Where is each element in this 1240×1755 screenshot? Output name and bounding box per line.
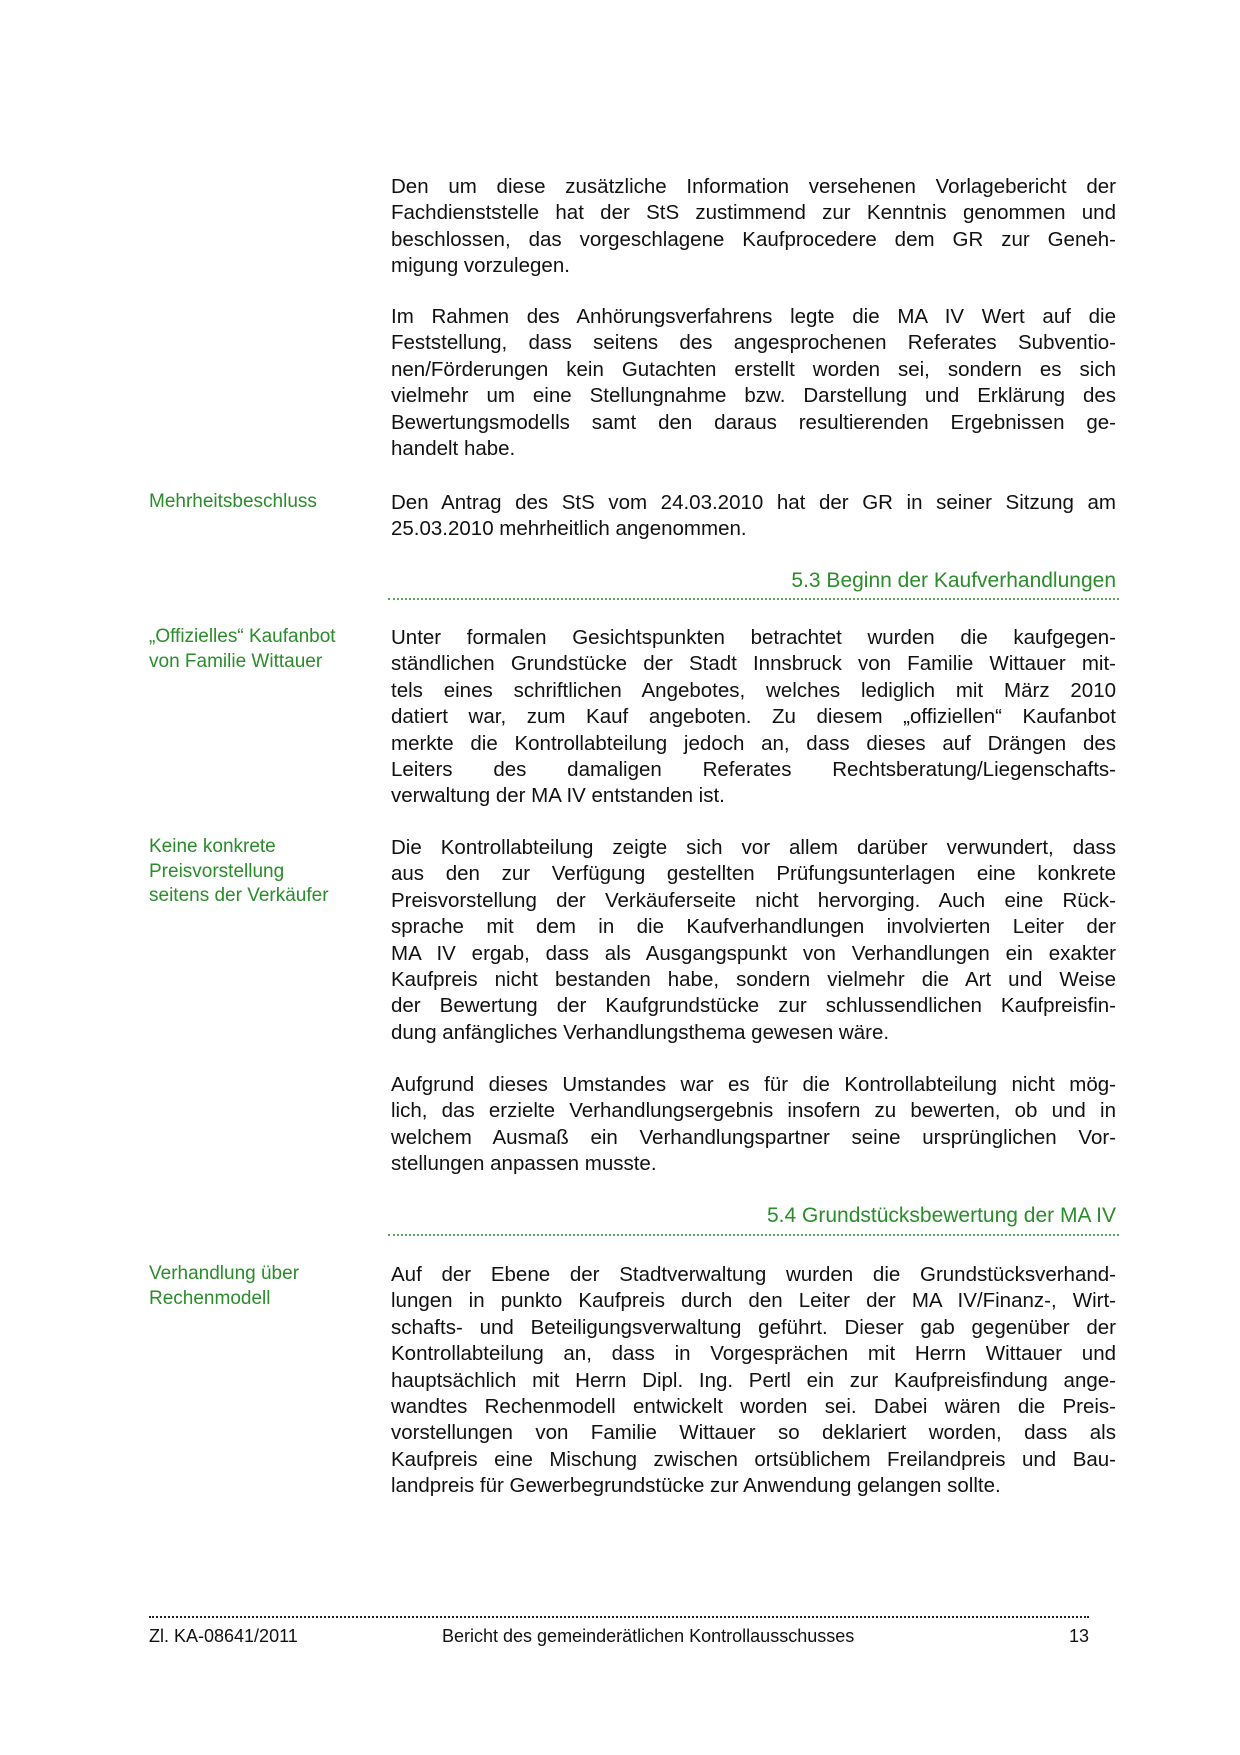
text-line: ständlichen Grundstücke der Stadt Innsbruck von Familie Wittauer mit- bbox=[391, 652, 1116, 676]
text-line: Kontrollabteilung an, dass in Vorgesprächen mit Herrn Wittauer und bbox=[391, 1342, 1116, 1366]
heading-divider bbox=[388, 598, 1119, 600]
text-line: landpreis für Gewerbegrundstücke zur Anwendung gelangen sollte. bbox=[391, 1474, 1001, 1498]
text-line: Fachdienststelle hat der StS zustimmend zur Kenntnis genommen und bbox=[391, 201, 1116, 225]
text-line: hauptsächlich mit Herrn Dipl. Ing. Pertl ein zur Kaufpreisfindung ange- bbox=[391, 1368, 1116, 1392]
text-line: Preisvorstellung der Verkäuferseite nicht hervorging. Auch eine Rück- bbox=[391, 888, 1116, 912]
text-line: datiert war, zum Kauf angeboten. Zu diesem „offiziellen“ Kaufanbot bbox=[391, 705, 1116, 729]
text-line: handelt habe. bbox=[391, 437, 516, 461]
text-line: stellungen anpassen musste. bbox=[391, 1152, 657, 1176]
text-line: verwaltung der MA IV entstanden ist. bbox=[391, 784, 725, 808]
text-line: Feststellung, dass seitens des angesprochenen Referates Subventio- bbox=[391, 331, 1116, 355]
text-line: Kaufpreis nicht bestanden habe, sondern vielmehr die Art und Weise bbox=[391, 968, 1116, 992]
paragraph-5 bbox=[391, 835, 1116, 1046]
text-line: schafts- und Beteiligungsverwaltung geführt. Dieser gab gegenüber der bbox=[391, 1315, 1116, 1339]
sidenote-line: Rechenmodell bbox=[149, 1287, 271, 1309]
sidenote-line: „Offizielles“ Kaufanbot bbox=[149, 626, 336, 647]
footer-title: Bericht des gemeinderätlichen Kontrollausschusses bbox=[442, 1626, 855, 1646]
text-line: Bewertungsmodells samt den daraus resultierenden Ergebnissen ge- bbox=[391, 410, 1116, 434]
sidenote-line: Keine konkrete bbox=[149, 836, 276, 857]
sidenote-offizielles-kaufanbot bbox=[149, 625, 369, 674]
text-line: 25.03.2010 mehrheitlich angenommen. bbox=[391, 517, 747, 541]
text-line: Den um diese zusätzliche Information versehenen Vorlagebericht der bbox=[391, 175, 1116, 198]
paragraph-6 bbox=[391, 1072, 1116, 1178]
text-line: tels eines schriftlichen Angebotes, welches lediglich mit März 2010 bbox=[391, 678, 1116, 702]
page-number: 13 bbox=[1068, 1626, 1089, 1646]
text-line: aus den zur Verfügung gestellten Prüfungsunterlagen eine konkrete bbox=[391, 862, 1116, 886]
text-line: dung anfängliches Verhandlungsthema gewesen wäre. bbox=[391, 1020, 890, 1044]
paragraph-1 bbox=[391, 174, 1116, 280]
text-line: welchem Ausmaß ein Verhandlungspartner seine ursprünglichen Vor- bbox=[391, 1125, 1116, 1149]
text-line: sprache mit dem in die Kaufverhandlungen involvierten Leiter der bbox=[391, 915, 1116, 939]
paragraph-7 bbox=[391, 1262, 1116, 1500]
paragraph-2 bbox=[391, 304, 1116, 462]
text-line: Die Kontrollabteilung zeigte sich vor allem darüber verwundert, dass bbox=[391, 836, 1116, 859]
paragraph-4 bbox=[391, 625, 1116, 810]
text-line: vorstellungen von Familie Wittauer so deklariert worden, dass als bbox=[391, 1421, 1116, 1445]
text-line: migung vorzulegen. bbox=[391, 254, 570, 278]
sidenote-line: Mehrheitsbeschluss bbox=[149, 491, 317, 512]
text-line: Im Rahmen des Anhörungsverfahrens legte die MA IV Wert auf die bbox=[391, 305, 1116, 328]
text-line: beschlossen, das vorgeschlagene Kaufprocedere dem GR zur Geneh- bbox=[391, 227, 1116, 251]
text-line: nen/Förderungen kein Gutachten erstellt worden sei, sondern es sich bbox=[391, 357, 1116, 381]
sidenote-mehrheitsbeschluss bbox=[149, 490, 369, 515]
section-heading-5-4: 5.4 Grundstücksbewertung der MA IV bbox=[766, 1204, 1116, 1227]
text-line: Leiters des damaligen Referates Rechtsberatung/Liegenschafts- bbox=[391, 758, 1116, 782]
text-line: Kaufpreis eine Mischung zwischen ortsüblichem Freilandpreis und Bau- bbox=[391, 1447, 1116, 1471]
heading-divider bbox=[388, 1234, 1119, 1236]
text-line: Auf der Ebene der Stadtverwaltung wurden die Grundstücksverhand- bbox=[391, 1263, 1116, 1286]
text-line: der Bewertung der Kaufgrundstücke zur schlussendlichen Kaufpreisfin- bbox=[391, 994, 1116, 1018]
paragraph-3 bbox=[391, 490, 1116, 543]
text-line: vielmehr um eine Stellungnahme bzw. Darstellung und Erklärung des bbox=[391, 384, 1116, 408]
text-line: wandtes Rechenmodell entwickelt worden sei. Dabei wären die Preis- bbox=[391, 1395, 1116, 1419]
sidenote-line: von Familie Wittauer bbox=[149, 650, 323, 672]
text-line: lich, das erzielte Verhandlungsergebnis insofern zu bewerten, ob und in bbox=[391, 1099, 1116, 1123]
text-line: Unter formalen Gesichtspunkten betrachtet wurden die kaufgegen- bbox=[391, 626, 1116, 649]
text-line: merkte die Kontrollabteilung jedoch an, dass dieses auf Drängen des bbox=[391, 731, 1116, 755]
section-heading-5-3: 5.3 Beginn der Kaufverhandlungen bbox=[791, 569, 1116, 592]
sidenote-line: seitens der Verkäufer bbox=[149, 885, 329, 907]
sidenote-rechenmodell bbox=[149, 1262, 369, 1311]
sidenote-keine-preisvorstellung bbox=[149, 835, 369, 909]
text-line: MA IV ergab, dass als Ausgangspunkt von Verhandlungen ein exakter bbox=[391, 941, 1116, 965]
sidenote-line: Verhandlung über bbox=[149, 1263, 300, 1284]
footer-divider bbox=[149, 1616, 1089, 1618]
text-line: Den Antrag des StS vom 24.03.2010 hat der GR in seiner Sitzung am bbox=[391, 491, 1116, 514]
text-line: Aufgrund dieses Umstandes war es für die Kontrollabteilung nicht mög- bbox=[391, 1073, 1116, 1096]
footer-reference: Zl. KA-08641/2011 bbox=[149, 1626, 298, 1646]
sidenote-line: Preisvorstellung bbox=[149, 860, 285, 882]
text-line: lungen in punkto Kaufpreis durch den Leiter der MA IV/Finanz-, Wirt- bbox=[391, 1289, 1116, 1313]
